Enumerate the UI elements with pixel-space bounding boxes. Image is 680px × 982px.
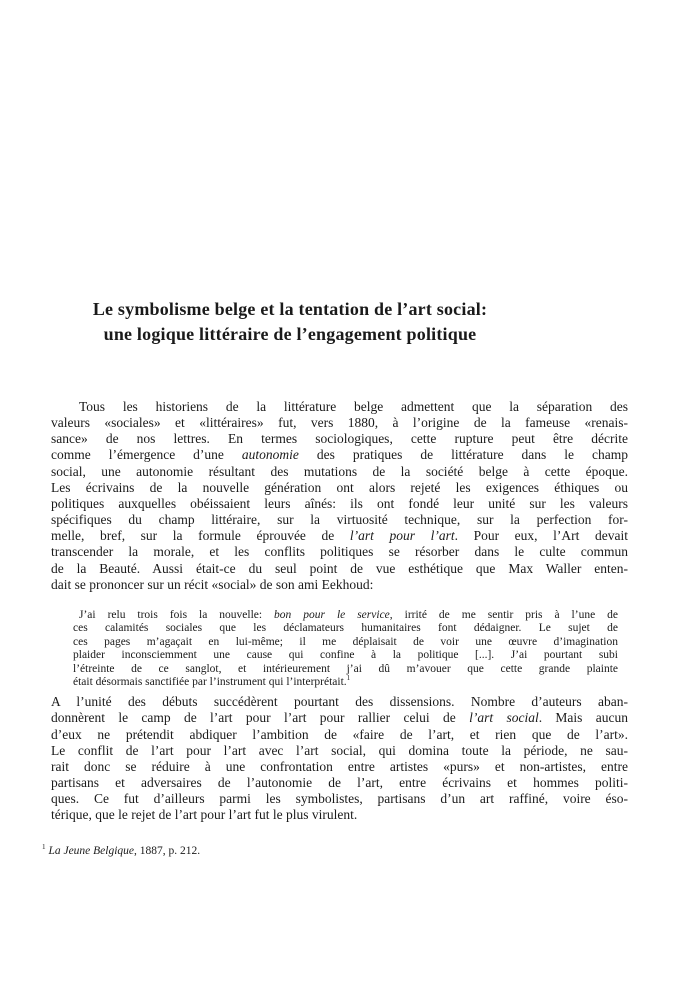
text-line <box>51 759 628 775</box>
text-line <box>73 636 618 649</box>
article-title <box>51 297 529 347</box>
text-segment: ques. Ce fut d’ailleurs parmi les symbolistes, partisans d’un art raffiné, voire éso- <box>51 791 628 807</box>
article-title-line2: une logique littéraire de l’engagement politique <box>103 324 477 344</box>
text-line <box>51 710 628 726</box>
text-segment: dait se prononcer sur un récit «social» de son ami Eekhoud: <box>51 576 374 592</box>
text-segment: politiques auxquelles obéissaient leurs aînés: ils ont fondé leur unité sur les valeurs <box>51 495 628 511</box>
text-segment: l’étreinte de ce sanglot, et intérieurement j’ai dû m’avouer que cette grande plainte <box>73 662 618 675</box>
article-body <box>51 399 628 824</box>
block-quote <box>73 609 618 689</box>
footnote-marker: 1 <box>42 843 46 852</box>
text-line <box>73 609 618 622</box>
text-segment: d’eux ne prétendit abdiquer l’ambition de «faire de l’art, et rien que de l’art». <box>51 726 628 742</box>
text-line <box>51 727 628 743</box>
text-segment: valeurs «sociales» et «littéraires» fut, vers 1880, à l’origine de la fameuse «renais- <box>51 415 628 431</box>
text-line <box>51 577 628 593</box>
text-segment: J’ai relu trois fois la nouvelle: <box>79 608 275 621</box>
text-line <box>51 431 628 447</box>
text-line <box>51 496 628 512</box>
text-line <box>51 791 628 807</box>
text-segment: , irrité de me sentir pris à l’une de <box>389 608 618 621</box>
text-segment: partisans et adversaires de l’autonomie de l’art, entre écrivains et hommes politi- <box>51 775 628 791</box>
text-line <box>73 663 618 676</box>
text-segment: A l’unité des débuts succédèrent pourtant des dissensions. Nombre d’auteurs aban- <box>51 694 628 710</box>
text-segment: l’art pour l’art <box>349 528 455 544</box>
text-segment: . Mais aucun <box>538 710 628 726</box>
text-segment: l’art social <box>469 710 539 726</box>
text-segment: ces calamités sociales que les déclamateurs humanitaires font dédaigner. Le sujet de <box>73 622 618 635</box>
text-segment: sance» de nos lettres. En termes sociologiques, cette rupture peut être décrite <box>51 431 628 447</box>
text-segment: térique, que le rejet de l’art pour l’art fut le plus virulent. <box>51 807 358 823</box>
text-segment: bon pour le service <box>274 608 390 621</box>
text-segment: de la Beauté. Aussi était-ce du seul point de vue esthétique que Max Waller enten- <box>51 560 628 576</box>
text-line <box>51 464 628 480</box>
text-segment: Tous les historiens de la littérature belge admettent que la séparation des <box>79 399 628 414</box>
article-title-line1: Le symbolisme belge et la tentation de l’art social: <box>92 299 488 319</box>
text-line <box>51 561 628 577</box>
text-line <box>51 775 628 791</box>
text-segment: rait donc se réduire à une confrontation entre artistes «purs» et non-artistes, entre <box>51 758 628 774</box>
text-segment: melle, bref, sur la formule éprouvée de <box>51 528 350 544</box>
paragraph-1 <box>51 399 628 593</box>
text-segment: ces pages m’agaçait en lui-même; il me déplaisait de voir une œuvre d’imagination <box>73 635 618 648</box>
text-segment: spécifiques du champ littéraire, sur la virtuosité technique, sur la perfection for- <box>51 512 628 528</box>
text-line <box>51 743 628 759</box>
text-line <box>73 649 618 662</box>
text-segment: Le conflit de l’art pour l’art avec l’art social, qui domina toute la période, ne sau- <box>51 742 628 758</box>
text-segment: Les écrivains de la nouvelle génération ont alors rejeté les exigences éthiques ou <box>51 479 628 495</box>
text-segment: social, une autonomie résultant des mutations de la société belge à cette époque. <box>51 463 628 479</box>
paragraph-2 <box>51 694 628 823</box>
text-line <box>73 622 618 635</box>
text-segment: donnèrent le camp de l’art pour l’art pour rallier celui de <box>51 710 470 726</box>
text-line <box>51 447 628 463</box>
text-line <box>51 512 628 528</box>
text-segment: transcender la morale, et les conflits politiques se résorber dans le culte commun <box>51 544 628 560</box>
text-segment: La Jeune Belgique <box>48 845 135 857</box>
text-line <box>51 694 628 710</box>
text-line <box>51 415 628 431</box>
text-segment: . Pour eux, l’Art devait <box>454 528 628 544</box>
text-segment: plaider inconsciemment une cause qui confine à la politique [...]. J’ai pourtant subi <box>73 649 618 662</box>
text-segment: des pratiques de littérature dans le champ <box>298 447 628 463</box>
text-line <box>51 399 628 415</box>
text-line <box>51 480 628 496</box>
text-segment: était désormais sanctifiée par l’instrument qui l’interprétait. <box>73 675 347 688</box>
text-line <box>51 528 628 544</box>
text-line <box>73 676 618 689</box>
text-line <box>51 544 628 560</box>
text-segment: comme l’émergence d’une <box>51 447 242 463</box>
text-segment: autonomie <box>241 447 299 463</box>
footnote-marker: 1 <box>346 674 351 683</box>
footnote <box>42 844 602 858</box>
text-line <box>51 807 628 823</box>
text-segment: , 1887, p. 212. <box>134 845 201 857</box>
text-line <box>42 844 602 858</box>
